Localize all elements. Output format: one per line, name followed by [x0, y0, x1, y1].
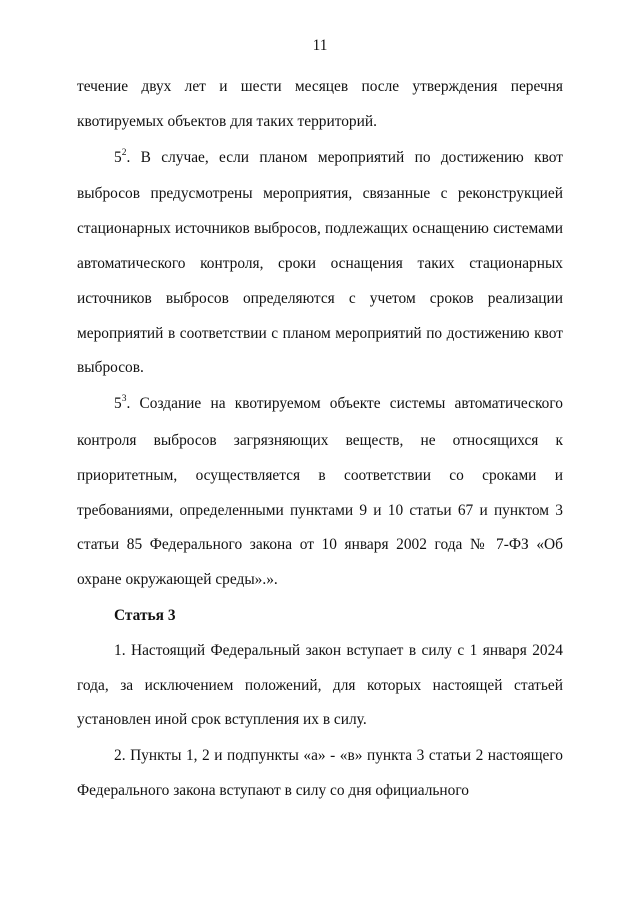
paragraph-superscript: 2 — [121, 147, 127, 158]
paragraph-superscript: 3 — [121, 394, 127, 405]
paragraph-5-3 — [77, 387, 563, 598]
paragraph-number: 5 — [114, 395, 122, 413]
paragraph-text: . Создание на квотируемом объекте системы автоматического контроля выбросов загрязняющих веществ, не относящихся к приоритетным, осуществляется в соответствии со сроками и требованиями, определенными пунктами 9 и 10 статьи 67 и пунктом 3 статьи 85 Федерального закона от 10 января 2002 года № 7-ФЗ «Об охране окружающей среды».». — [77, 395, 563, 589]
document-body — [77, 70, 563, 809]
paragraph-continuation: течение двух лет и шести месяцев после утверждения перечня квотируемых объектов для таких территорий. — [77, 78, 563, 130]
paragraph-text: . В случае, если планом мероприятий по достижению квот выбросов предусмотрены мероприятия, связанные с реконструкцией стационарных источников выбросов, подлежащих оснащению системами автоматического контроля, сроки оснащения таких стационарных источников выбросов определяются с учетом сроков реализации мероприятий в соответствии с планом мероприятий по достижению квот выбросов. — [77, 148, 563, 377]
article-item-1: 1. Настоящий Федеральный закон вступает в силу с 1 января 2024 года, за исключением положений, для которых настоящей статьей установлен иной срок вступления их в силу. — [77, 641, 563, 729]
article-heading: Статья 3 — [114, 606, 176, 624]
page-number: 11 — [312, 37, 328, 54]
article-item-2: 2. Пункты 1, 2 и подпункты «а» - «в» пункта 3 статьи 2 настоящего Федерального закона вступают в силу со дня официального — [77, 747, 563, 799]
paragraph-number: 5 — [114, 148, 122, 166]
paragraph-5-2 — [77, 141, 563, 387]
